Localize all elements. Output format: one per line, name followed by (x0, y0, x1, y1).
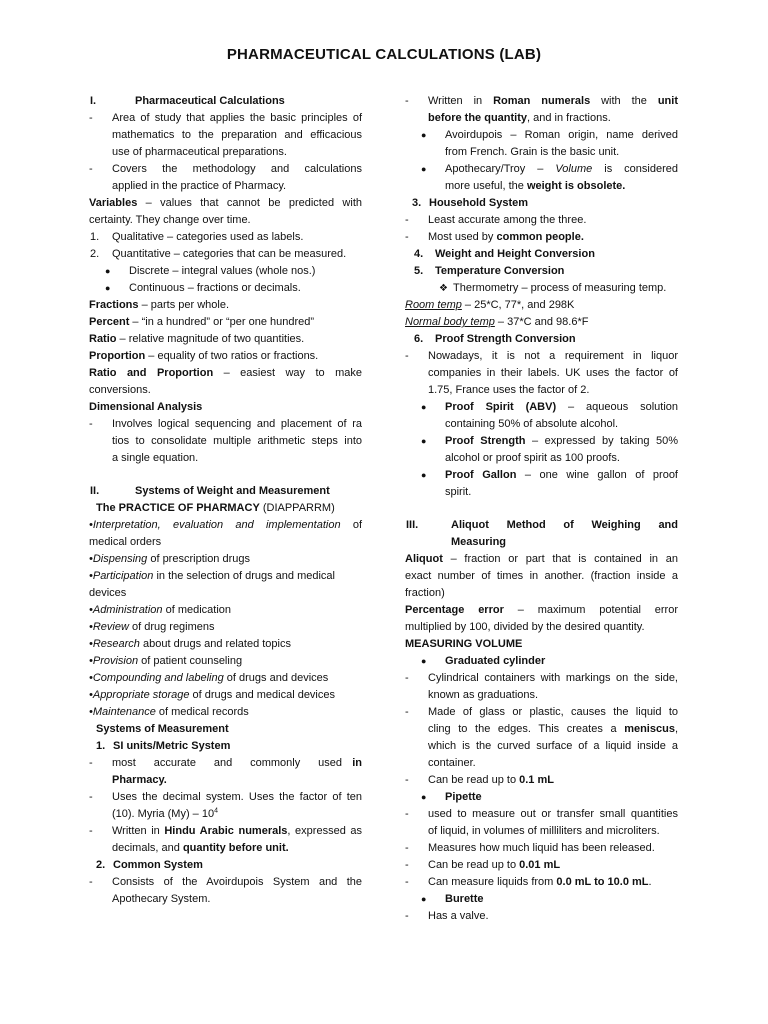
list-item: - Nowadays, it is not a requirement in liquor (405, 350, 678, 362)
heading-household-system: 3. Household System (412, 197, 529, 209)
list-item: from French. Grain is the basic unit. (445, 146, 620, 158)
definition-proportion: Proportion – equality of two ratios or fractions. (89, 350, 319, 362)
list-item: cling to the edges. This creates a meniscus, (428, 723, 678, 735)
list-item: - Consists of the Avoirdupois System and the (89, 876, 362, 888)
definition-ratio: Ratio – relative magnitude of two quantities. (89, 333, 305, 345)
list-item: ● Apothecary/Troy – Volume is considered (421, 163, 678, 175)
practice-item: •Appropriate storage of drugs and medical devices (89, 689, 335, 701)
practice-item: •Interpretation, evaluation and implementation of (89, 519, 362, 531)
room-temp: Room temp – 25*C, 77*, and 298K (405, 299, 575, 311)
heading-weight-height: 4. Weight and Height Conversion (414, 248, 595, 260)
section-heading-2: II. Systems of Weight and Measurement (90, 485, 330, 497)
list-item: - Has a valve. (405, 910, 489, 922)
list-item: - Written in Hindu Arabic numerals, expressed as (89, 825, 363, 837)
list-item: ● Proof Gallon – one wine gallon of proof (421, 469, 678, 481)
list-item: - Cylindrical containers with markings on the side, (405, 672, 678, 684)
left-column (89, 93, 362, 908)
list-item: - most accurate and commonly used in (89, 757, 362, 769)
practice-item: •Maintenance of medical records (89, 706, 249, 718)
practice-item: •Provision of patient counseling (89, 655, 243, 667)
heading-measuring-volume: MEASURING VOLUME (405, 638, 523, 650)
list-item: of liquid, in volumes of milliliters and microliters. (428, 825, 660, 837)
list-item: (10). Myria $(My) - 10^4$ (112, 807, 218, 820)
list-item: 2. Quantitative – categories that can be measured. (90, 248, 347, 260)
list-item: spirit. (445, 486, 472, 498)
definition-aliquot-cont: exact number of times in another. (fraction inside a (405, 570, 678, 582)
list-item: Apothecary System. (112, 893, 211, 905)
list-item: mathematics to the preparation and efficacious (112, 129, 362, 141)
definition-aliquot: Aliquot – fraction or part that is contained in an (405, 553, 678, 565)
list-item: container. (428, 757, 476, 769)
list-item: - Written in Roman numerals with the unit (405, 95, 678, 107)
list-item: - Can measure liquids from 0.0 mL to 10.0 mL. (405, 876, 652, 888)
list-item: before the quantity, and in fractions. (428, 112, 611, 124)
list-item: - Uses the decimal system. Uses the factor of ten (89, 791, 362, 803)
heading-burette: ● Burette (421, 893, 484, 905)
list-item: - Covers the methodology and calculations (89, 163, 362, 175)
definition-variables-cont: certainty. They change over time. (89, 214, 251, 226)
list-item: ● Avoirdupois – Roman origin, name derived (421, 129, 678, 141)
list-item: 1. Qualitative – categories used as labels. (90, 231, 304, 243)
practice-item: •Participation in the selection of drugs and medical (89, 570, 335, 582)
list-item: applied in the practice of Pharmacy. (112, 180, 287, 192)
list-item: known as graduations. (428, 689, 539, 701)
list-item: - Can be read up to 0.01 mL (405, 859, 561, 871)
practice-item: •Dispensing of prescription drugs (89, 553, 250, 565)
page-title: PHARMACEUTICAL CALCULATIONS (LAB) (226, 46, 542, 63)
definition-percentage-error-cont: multiplied by 100, divided by the desired quantity. (405, 621, 645, 633)
list-item: a single equation. (112, 452, 199, 464)
heading-graduated-cylinder: ● Graduated cylinder (421, 655, 546, 667)
list-item: ● Proof Strength – expressed by taking 50% (421, 435, 679, 447)
practice-item: devices (89, 587, 127, 599)
list-item: - Measures how much liquid has been released. (405, 842, 655, 854)
definition-variables: Variables – values that cannot be predicted with (89, 197, 362, 209)
definition-percentage-error: Percentage error – maximum potential error (405, 604, 678, 616)
practice-item: •Compounding and labeling of drugs and devices (89, 672, 329, 684)
practice-item: medical orders (89, 536, 162, 548)
definition-ratio-proportion-cont: conversions. (89, 384, 151, 396)
definition-percent: Percent – “in a hundred” or “per one hundred” (89, 316, 315, 328)
list-item: ❖ Thermometry – process of measuring temp. (439, 282, 667, 294)
list-item: - Made of glass or plastic, causes the liquid to (405, 706, 678, 718)
practice-item: •Review of drug regimens (89, 621, 215, 633)
list-item: - Involves logical sequencing and placement of ra (89, 418, 362, 430)
heading-si-units: 1. SI units/Metric System (96, 740, 231, 752)
list-item: companies in their labels. UK uses the factor of (428, 367, 678, 379)
heading-proof-strength: 6. Proof Strength Conversion (414, 333, 576, 345)
practice-heading: The PRACTICE OF PHARMACY (DIAPPARRM) (96, 502, 335, 514)
list-item: - Area of study that applies the basic principles of (89, 112, 362, 124)
heading-common-system: 2. Common System (96, 859, 203, 871)
list-item: - Most used by common people. (405, 231, 584, 243)
list-item: ● Proof Spirit (ABV) – aqueous solution (421, 401, 678, 413)
definition-ratio-proportion: Ratio and Proportion – easiest way to make (89, 367, 362, 379)
definition-aliquot-cont: fraction) (405, 587, 445, 599)
list-item: decimals, and quantity before unit. (112, 842, 289, 854)
definition-fractions: Fractions – parts per whole. (89, 299, 230, 311)
list-item: ● Discrete – integral values (whole nos.) (105, 265, 316, 277)
section-heading-3: III. Aliquot Method of Weighing and (406, 519, 678, 531)
heading-pipette: ● Pipette (421, 791, 482, 803)
list-item: more useful, the weight is obsolete. (445, 180, 626, 192)
list-item: tios to consolidate multiple arithmetic steps into (112, 435, 362, 447)
list-item: alcohol or proof spirit as 100 proofs. (445, 452, 620, 464)
list-item: Pharmacy. (112, 774, 167, 786)
heading-dimensional-analysis: Dimensional Analysis (89, 401, 203, 413)
practice-item: •Administration of medication (89, 604, 232, 616)
list-item: 1.75, France uses the factor of 2. (428, 384, 590, 396)
list-item: ● Continuous – fractions or decimals. (105, 282, 301, 294)
heading-systems-of-measurement: Systems of Measurement (96, 723, 229, 735)
body-temp: Normal body temp – 37*C and 98.6*F (405, 316, 589, 328)
list-item: which is the curved surface of a liquid inside a (428, 740, 678, 752)
heading-temperature: 5. Temperature Conversion (414, 265, 565, 277)
list-item: - Least accurate among the three. (405, 214, 587, 226)
list-item: - used to measure out or transfer small quantities (405, 808, 678, 820)
list-item: use of pharmaceutical preparations. (112, 146, 287, 158)
section-heading-1: I. Pharmaceutical Calculations (90, 95, 285, 107)
list-item: containing 50% of absolute alcohol. (445, 418, 619, 430)
list-item: - Can be read up to 0.1 mL (405, 774, 554, 786)
right-column (405, 93, 678, 925)
section-heading-3-cont: Measuring (451, 536, 507, 548)
practice-item: •Research about drugs and related topics (89, 638, 291, 650)
